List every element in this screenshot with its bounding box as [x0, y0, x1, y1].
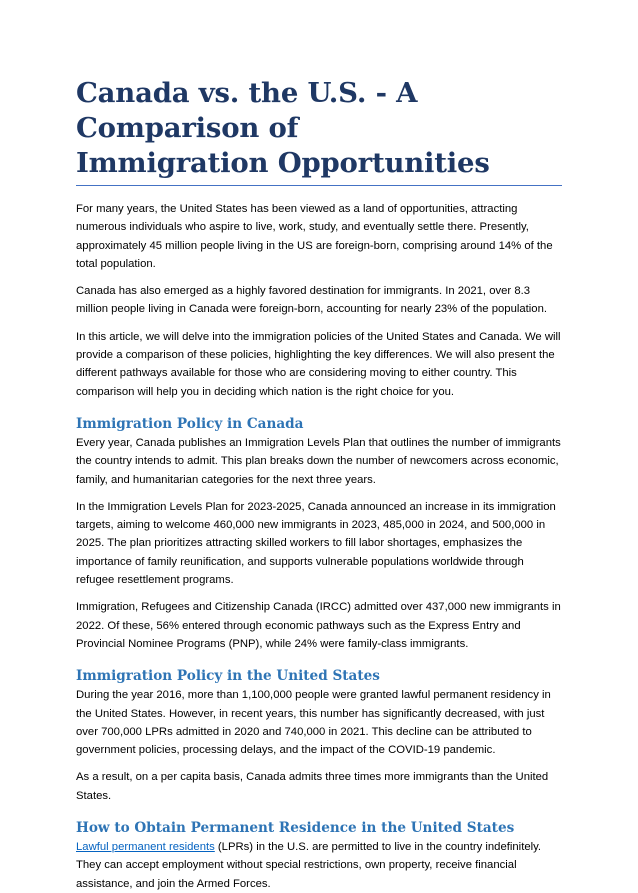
us-paragraph-2: As a result, on a per capita basis, Canada admits three times more immigrants than the United States.: [76, 771, 549, 802]
canada-paragraph-3: Immigration, Refugees and Citizenship Canada (IRCC) admitted over 437,000 new immigrants in 2022. Of these, 56% entered through economic pathways such as the Express Entry and Provincial Nominee Programs (PNP), while 24% were family-class immigrants.: [76, 601, 561, 650]
title-line-1: Canada vs. the U.S. - A Comparison of: [76, 77, 418, 144]
permanent-residence-paragraph: [76, 838, 562, 893]
permanent-residence-text: (LPRs) in the U.S. are permitted to live in the country indefinitely. They can accept employment without special restrictions, own property, receive financial assistance, and join the Armed Forces.: [76, 841, 542, 890]
lawful-permanent-residents-link[interactable]: Lawful permanent residents: [76, 841, 215, 854]
section-heading-permanent-residence: How to Obtain Permanent Residence in the United States: [76, 820, 515, 837]
section-heading-canada: Immigration Policy in Canada: [76, 415, 304, 432]
us-paragraph-1: During the year 2016, more than 1,100,000 people were granted lawful permanent residency in the United States. However, in recent years, this number has significantly decreased, with just over 700,000 LPRs admitted in 2020 and 740,000 in 2021. This decline can be attributed to government policies, processing delays, and the impact of the COVID-19 pandemic.: [76, 689, 551, 757]
intro-paragraph-1: For many years, the United States has been viewed as a land of opportunities, attracting numerous individuals who aspire to live, work, study, and eventually settle there. Presently, approximately 45 million people living in the US are foreign-born, comprising around 14% of the total population.: [76, 203, 553, 270]
section-heading-us: Immigration Policy in the United States: [76, 668, 380, 685]
document-title: [76, 76, 562, 186]
intro-paragraph-2: Canada has also emerged as a highly favored destination for immigrants. In 2021, over 8.3 million people living in Canada were foreign-born, accounting for nearly 23% of the population.: [76, 285, 547, 316]
title-line-2: Immigration Opportunities: [76, 147, 490, 179]
canada-paragraph-1: Every year, Canada publishes an Immigration Levels Plan that outlines the number of immigrants the country intends to admit. This plan breaks down the number of newcomers across economic, family, and humanitarian categories for the next three years.: [76, 436, 561, 486]
intro-paragraph-3: In this article, we will delve into the immigration policies of the United States and Canada. We will provide a comparison of these policies, highlighting the key differences. We will also present the different pathways available for those who are considering moving to either country. This comparison will help you in deciding which nation is the right choice for you.: [76, 330, 561, 398]
canada-paragraph-2: In the Immigration Levels Plan for 2023-2025, Canada announced an increase in its immigration targets, aiming to welcome 460,000 new immigrants in 2023, 485,000 in 2024, and 500,000 in 2025. The plan prioritizes attracting skilled workers to fill labor shortages, emphasizes the importance of family reunification, and supports vulnerable populations worldwide through refugee resettlement programs.: [76, 500, 556, 587]
